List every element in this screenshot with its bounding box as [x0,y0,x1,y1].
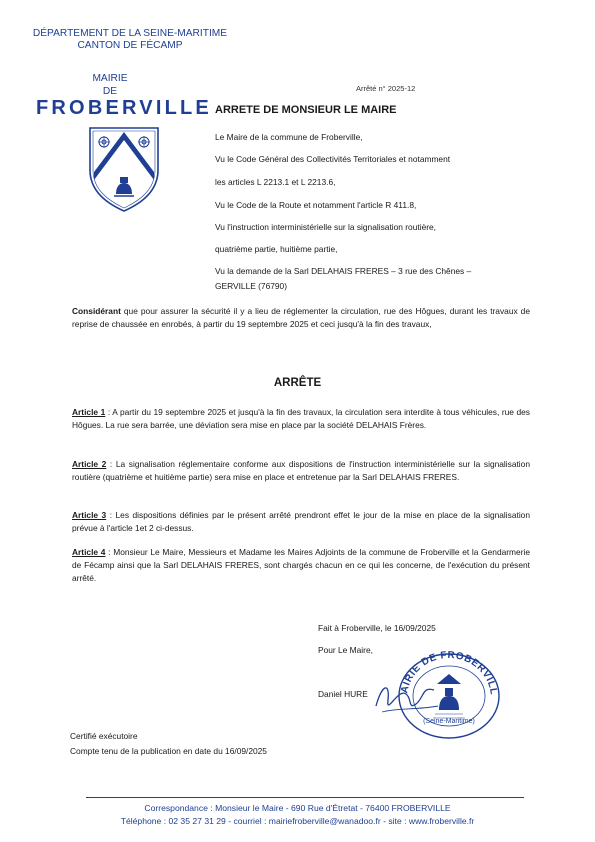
visa-line: Vu le Code de la Route et notamment l'article R 411.8, [215,200,417,210]
signatory-name: Daniel HURE [318,689,368,699]
considerant-lead: Considérant [72,306,121,316]
article-text: : La signalisation réglementaire conforme aux dispositions de l'instruction interministérielle sur la signalisation routière (quatrième et huitième partie) sera mise en place et entretenue par la Sarl DELAHAIS FRERES. [72,459,530,482]
publication-note: Compte tenu de la publication en date du 16/09/2025 [70,746,267,756]
article-3 [72,509,530,535]
article-label: Article 4 [72,547,106,557]
stamp-outer-text: AIRIE DE FROBERVILL [399,649,499,696]
article-label: Article 1 [72,407,106,417]
visa-line: Vu l'instruction interministérielle sur la signalisation routière, [215,222,436,232]
stamp-inner-text: (Seine-Maritime) [423,718,475,725]
visa-line: GERVILLE (76790) [215,281,288,291]
department-name: DÉPARTEMENT DE LA SEINE-MARITIME [32,28,228,39]
considerant-paragraph [72,305,530,331]
article-label: Article 3 [72,510,107,520]
article-label: Article 2 [72,459,107,469]
article-1 [72,406,530,432]
commune-name: FROBERVILLE [36,97,212,119]
department-header [0,28,260,52]
visa-line: les articles L 2213.1 et L 2213.6, [215,177,336,187]
for-mayor: Pour Le Maire, [318,645,373,655]
article-4 [72,546,530,585]
considerant-text: que pour assurer la sécurité il y a lieu de réglementer la circulation, rue des Hôgues, durant les travaux de reprise de chaussée en enrobés, à partir du 19 septembre 2025 et ceci jusqu'à la fin des travaux, [72,306,530,329]
mairie-word: MAIRIE [92,73,128,84]
footer-address: Correspondance : Monsieur le Maire - 690 Rue d'Étretat - 76400 FROBERVILLE [144,803,451,813]
visa-line: Vu la demande de la Sarl DELAHAIS FRERES – 3 rue des Chênes – [215,266,472,276]
article-text: : A partir du 19 septembre 2025 et jusqu'à la fin des travaux, la circulation sera interdite à tous véhicules, rue des Hôgues. La rue sera barrée, une déviation sera mise en place par la société DELAHAIS Frères. [72,407,530,430]
handwritten-signature-icon [372,676,442,725]
coat-of-arms-icon [84,124,164,219]
canton-name: CANTON DE FÉCAMP [77,40,183,51]
de-word: DE [102,86,118,97]
arrete-heading: ARRÊTE [273,377,322,389]
footer-contact: Téléphone : 02 35 27 31 29 - courriel : mairiefroberville@wanadoo.fr - site : www.froberville.fr [120,816,475,826]
visa-line: Vu le Code Général des Collectivités Territoriales et notamment [215,154,451,164]
document-title: ARRETE DE MONSIEUR LE MAIRE [215,104,397,116]
arrete-number: Arrêté n° 2025-12 [356,84,416,93]
visa-line: quatrième partie, huitième partie, [215,244,338,254]
article-text: : Les dispositions définies par le présent arrêté prendront effet le jour de la mise en place de la signalisation prévue à l'article 1et 2 ci-dessus. [72,510,531,533]
footer-divider [86,797,524,798]
certification-label: Certifié exécutoire [70,731,138,741]
mairie-label [0,72,220,98]
place-date: Fait à Froberville, le 16/09/2025 [318,623,436,633]
article-2 [72,458,530,484]
visa-line: Le Maire de la commune de Froberville, [215,132,363,142]
article-text: : Monsieur Le Maire, Messieurs et Madame les Maires Adjoints de la commune de Froberville et la Gendarmerie de Fécamp ainsi que la Sarl DELAHAIS FRERES, sont chargés chacun en ce qui les concerne, de l'exécution du présent arrêté. [72,547,531,583]
